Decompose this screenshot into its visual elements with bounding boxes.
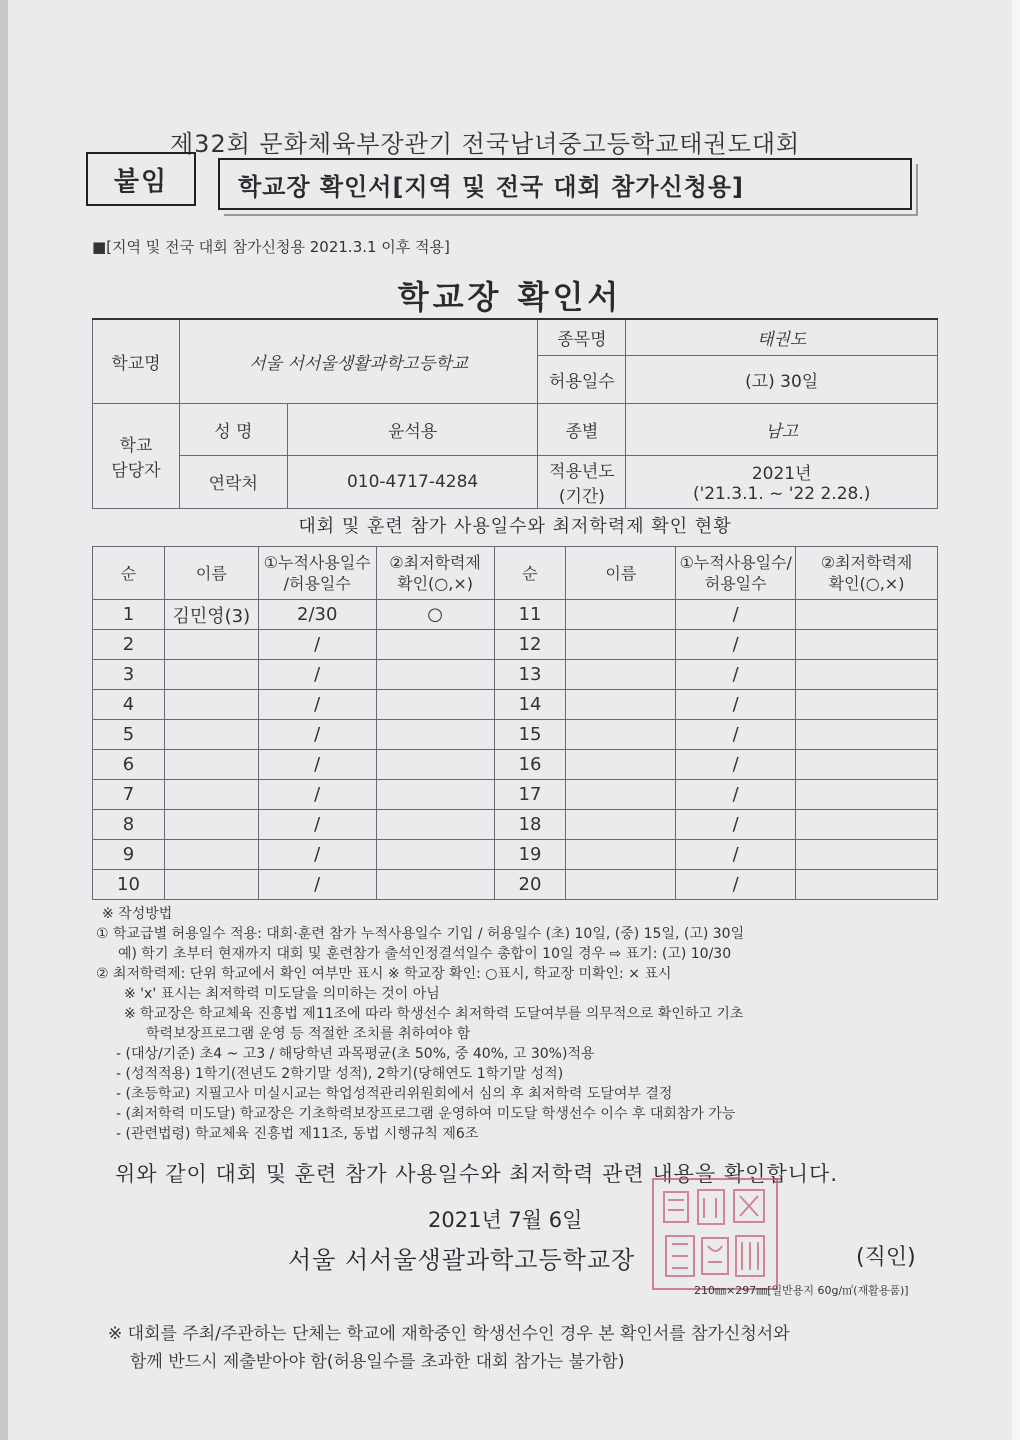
contact-label-line1: 학교 bbox=[119, 435, 153, 456]
row-days-right: / bbox=[676, 840, 796, 870]
row-check bbox=[376, 630, 494, 660]
row-days-right: / bbox=[676, 780, 796, 810]
row-name bbox=[164, 780, 258, 810]
row-check-right bbox=[796, 810, 938, 840]
document-title: 학교장 확인서 bbox=[397, 278, 623, 316]
paper-edge-right bbox=[1012, 0, 1020, 1440]
row-days: / bbox=[258, 630, 376, 660]
row-name-right bbox=[566, 720, 676, 750]
instruction-line: ② 최저학력제: 단위 학교에서 확인 여부만 표시 ※ 학교장 확인: ○표시, 학교장 미확인: × 표시 bbox=[96, 966, 672, 982]
table-row bbox=[93, 750, 938, 780]
row-no: 9 bbox=[93, 840, 165, 870]
header-name-right: 이름 bbox=[566, 547, 676, 600]
row-no: 5 bbox=[93, 720, 165, 750]
row-no: 10 bbox=[93, 870, 165, 900]
row-check: ○ bbox=[376, 600, 494, 630]
row-check-right bbox=[796, 600, 938, 630]
instruction-line: - (관련법령) 학교체육 진흥법 제11조, 동법 시행규칙 제6조 bbox=[116, 1126, 479, 1142]
row-check-right bbox=[796, 720, 938, 750]
row-check-right bbox=[796, 750, 938, 780]
table-row bbox=[93, 810, 938, 840]
row-name-right bbox=[566, 750, 676, 780]
instruction-line: 예) 학기 초부터 현재까지 대회 및 훈련참가 출석인정결석일수 총합이 10일 경우 ⇨ 표기: (고) 10/30 bbox=[118, 946, 732, 962]
row-no-right: 11 bbox=[494, 600, 566, 630]
row-name-right bbox=[566, 600, 676, 630]
row-no-right: 12 bbox=[494, 630, 566, 660]
principal-signature-line: 서울 서서울생괄과학고등학교장 bbox=[288, 1246, 636, 1274]
header-days-right-line1: ①누적사용일수/ bbox=[679, 553, 792, 572]
phone-label: 연락처 bbox=[179, 455, 287, 508]
header-days-right-line2: 허용일수 bbox=[704, 574, 767, 593]
row-check bbox=[376, 720, 494, 750]
row-days-right: / bbox=[676, 630, 796, 660]
row-days-right: / bbox=[676, 870, 796, 900]
confirmation-statement: 위와 같이 대회 및 훈련 참가 사용일수와 최저학력 관련 내용을 확인합니다. bbox=[115, 1162, 839, 1186]
row-days-right: / bbox=[676, 720, 796, 750]
table-row bbox=[93, 780, 938, 810]
header-check-line1: ②최저학력제 bbox=[389, 553, 481, 572]
contact-label-line2: 담당자 bbox=[111, 460, 161, 481]
row-no: 6 bbox=[93, 750, 165, 780]
row-no-right: 17 bbox=[494, 780, 566, 810]
year-value bbox=[626, 455, 938, 508]
header-check-right-line1: ②최저학력제 bbox=[820, 553, 913, 572]
row-no-right: 14 bbox=[494, 690, 566, 720]
applicability-note: ■[지역 및 전국 대회 참가신청용 2021.3.1 이후 적용] bbox=[92, 238, 450, 256]
row-name-right bbox=[566, 870, 676, 900]
instruction-line: ※ 'x' 표시는 최저학력 미도달을 의미하는 것이 아님 bbox=[124, 986, 440, 1002]
row-check-right bbox=[796, 660, 938, 690]
row-days: / bbox=[258, 810, 376, 840]
status-header-row bbox=[93, 547, 938, 600]
row-no: 1 bbox=[93, 600, 165, 630]
paper-spec: 210㎜×297㎜[일반용지 60g/㎡(재활용품)] bbox=[694, 1284, 909, 1297]
instruction-line: 학력보장프로그램 운영 등 적절한 조치를 취하여야 함 bbox=[146, 1026, 471, 1042]
row-name bbox=[164, 840, 258, 870]
table-row bbox=[93, 840, 938, 870]
row-check-right bbox=[796, 630, 938, 660]
table-row bbox=[93, 720, 938, 750]
row-name bbox=[164, 630, 258, 660]
category-value: 남고 bbox=[626, 403, 938, 455]
official-seal-stamp bbox=[652, 1178, 778, 1290]
row-name-right bbox=[566, 660, 676, 690]
row-no-right: 16 bbox=[494, 750, 566, 780]
header-check-line2: 확인(○,×) bbox=[397, 574, 473, 593]
header-days bbox=[258, 547, 376, 600]
table-row bbox=[93, 630, 938, 660]
header-no: 순 bbox=[93, 547, 165, 600]
row-check bbox=[376, 810, 494, 840]
row-days-right: / bbox=[676, 600, 796, 630]
year-value-line1: 2021년 bbox=[751, 464, 812, 484]
row-no: 4 bbox=[93, 690, 165, 720]
row-days-right: / bbox=[676, 810, 796, 840]
contact-label bbox=[93, 403, 180, 508]
year-value-line2: ('21.3.1. ~ '22 2.28.) bbox=[692, 484, 871, 504]
instruction-line: - (성적적용) 1학기(전년도 2학기말 성적), 2학기(당해연도 1학기말 성적) bbox=[116, 1066, 564, 1082]
form-title-box: 학교장 확인서[지역 및 전국 대회 참가신청용] bbox=[218, 158, 912, 210]
row-check-right bbox=[796, 690, 938, 720]
person-name-value: 윤석용 bbox=[287, 403, 538, 455]
row-days: / bbox=[258, 780, 376, 810]
row-name: 김민영(3) bbox=[164, 600, 258, 630]
row-days-right: / bbox=[676, 660, 796, 690]
status-table bbox=[92, 546, 938, 900]
seal-label: (직인) bbox=[856, 1245, 916, 1270]
row-check bbox=[376, 690, 494, 720]
row-name bbox=[164, 750, 258, 780]
row-no-right: 13 bbox=[494, 660, 566, 690]
row-check-right bbox=[796, 870, 938, 900]
instruction-line: - (최저학력 미도달) 학교장은 기초학력보장프로그램 운영하여 미도달 학생선수 이수 후 대회참가 가능 bbox=[116, 1106, 736, 1122]
header-days-line1: ①누적사용일수 bbox=[263, 553, 371, 572]
row-no: 7 bbox=[93, 780, 165, 810]
row-check bbox=[376, 840, 494, 870]
row-check bbox=[376, 870, 494, 900]
writing-instructions bbox=[96, 904, 956, 1144]
row-no: 3 bbox=[93, 660, 165, 690]
phone-value: 010-4717-4284 bbox=[287, 455, 538, 508]
row-name bbox=[164, 660, 258, 690]
row-days: / bbox=[258, 750, 376, 780]
person-name-label: 성 명 bbox=[179, 403, 287, 455]
header-check-right bbox=[796, 547, 938, 600]
row-days-right: / bbox=[676, 690, 796, 720]
table-row bbox=[93, 690, 938, 720]
row-check bbox=[376, 780, 494, 810]
instruction-line: ※ 학교장은 학교체육 진흥법 제11조에 따라 학생선수 최저학력 도달여부를 의무적으로 확인하고 기초 bbox=[124, 1006, 744, 1022]
row-no: 8 bbox=[93, 810, 165, 840]
row-days: 2/30 bbox=[258, 600, 376, 630]
row-name bbox=[164, 720, 258, 750]
row-no-right: 19 bbox=[494, 840, 566, 870]
row-name bbox=[164, 810, 258, 840]
table-row bbox=[93, 870, 938, 900]
year-label bbox=[538, 455, 626, 508]
table-row bbox=[93, 660, 938, 690]
allowed-days-label: 허용일수 bbox=[538, 355, 626, 403]
row-check-right bbox=[796, 840, 938, 870]
seal-icon bbox=[654, 1180, 776, 1288]
footer-note-line2: 함께 반드시 제출받아야 함(허용일수를 초과한 대회 참가는 불가함) bbox=[130, 1352, 625, 1372]
row-check bbox=[376, 750, 494, 780]
school-name-value: 서울 서서울생활과학고등학교 bbox=[179, 319, 538, 403]
row-no: 2 bbox=[93, 630, 165, 660]
row-name-right bbox=[566, 780, 676, 810]
row-name-right bbox=[566, 810, 676, 840]
header-no-right: 순 bbox=[494, 547, 566, 600]
row-days: / bbox=[258, 840, 376, 870]
status-section-title: 대회 및 훈련 참가 사용일수와 최저학력제 확인 현황 bbox=[298, 516, 732, 537]
instruction-line: ① 학교급별 허용일수 적용: 대회·훈련 참가 누적사용일수 기입 / 허용일수 (초) 10일, (중) 15일, (고) 30일 bbox=[96, 926, 745, 942]
row-days-right: / bbox=[676, 750, 796, 780]
footer-note-line1: ※ 대회를 주최/주관하는 단체는 학교에 재학중인 학생선수인 경우 본 확인서를 참가신청서와 bbox=[108, 1324, 790, 1344]
row-check-right bbox=[796, 780, 938, 810]
category-label: 종별 bbox=[538, 403, 626, 455]
footer-note bbox=[108, 1320, 790, 1376]
row-days: / bbox=[258, 660, 376, 690]
school-info-table bbox=[92, 318, 938, 509]
row-name bbox=[164, 870, 258, 900]
instruction-line: - (대상/기준) 초4 ~ 고3 / 해당학년 과목평균(초 50%, 중 40%, 고 30%)적용 bbox=[116, 1046, 595, 1062]
row-name bbox=[164, 690, 258, 720]
header-check-right-line2: 확인(○,×) bbox=[828, 574, 905, 593]
header-days-right bbox=[676, 547, 796, 600]
school-name-label: 학교명 bbox=[93, 319, 180, 403]
row-no-right: 20 bbox=[494, 870, 566, 900]
event-title: 제32회 문화체육부장관기 전국남녀중고등학교태권도대회 bbox=[170, 130, 801, 158]
table-row bbox=[93, 600, 938, 630]
row-name-right bbox=[566, 840, 676, 870]
row-days: / bbox=[258, 690, 376, 720]
event-label: 종목명 bbox=[538, 319, 626, 355]
row-days: / bbox=[258, 870, 376, 900]
row-name-right bbox=[566, 690, 676, 720]
attachment-label: 붙임 bbox=[86, 152, 196, 206]
row-name-right bbox=[566, 630, 676, 660]
instruction-line: - (초등학교) 지필고사 미실시교는 학업성적관리위원회에서 심의 후 최저학력 도달여부 결정 bbox=[116, 1086, 673, 1102]
header-name: 이름 bbox=[164, 547, 258, 600]
row-check bbox=[376, 660, 494, 690]
header-check bbox=[376, 547, 494, 600]
row-days: / bbox=[258, 720, 376, 750]
year-label-line2: (기간) bbox=[558, 486, 605, 507]
confirmation-date: 2021년 7월 6일 bbox=[428, 1208, 583, 1232]
paper-edge-left bbox=[0, 0, 8, 1440]
allowed-days-value: (고) 30일 bbox=[626, 355, 938, 403]
event-value: 태권도 bbox=[626, 319, 938, 355]
header-days-line2: /허용일수 bbox=[283, 574, 351, 593]
instruction-line: ※ 작성방법 bbox=[102, 906, 173, 922]
year-label-line1: 적용년도 bbox=[549, 461, 615, 482]
row-no-right: 18 bbox=[494, 810, 566, 840]
row-no-right: 15 bbox=[494, 720, 566, 750]
